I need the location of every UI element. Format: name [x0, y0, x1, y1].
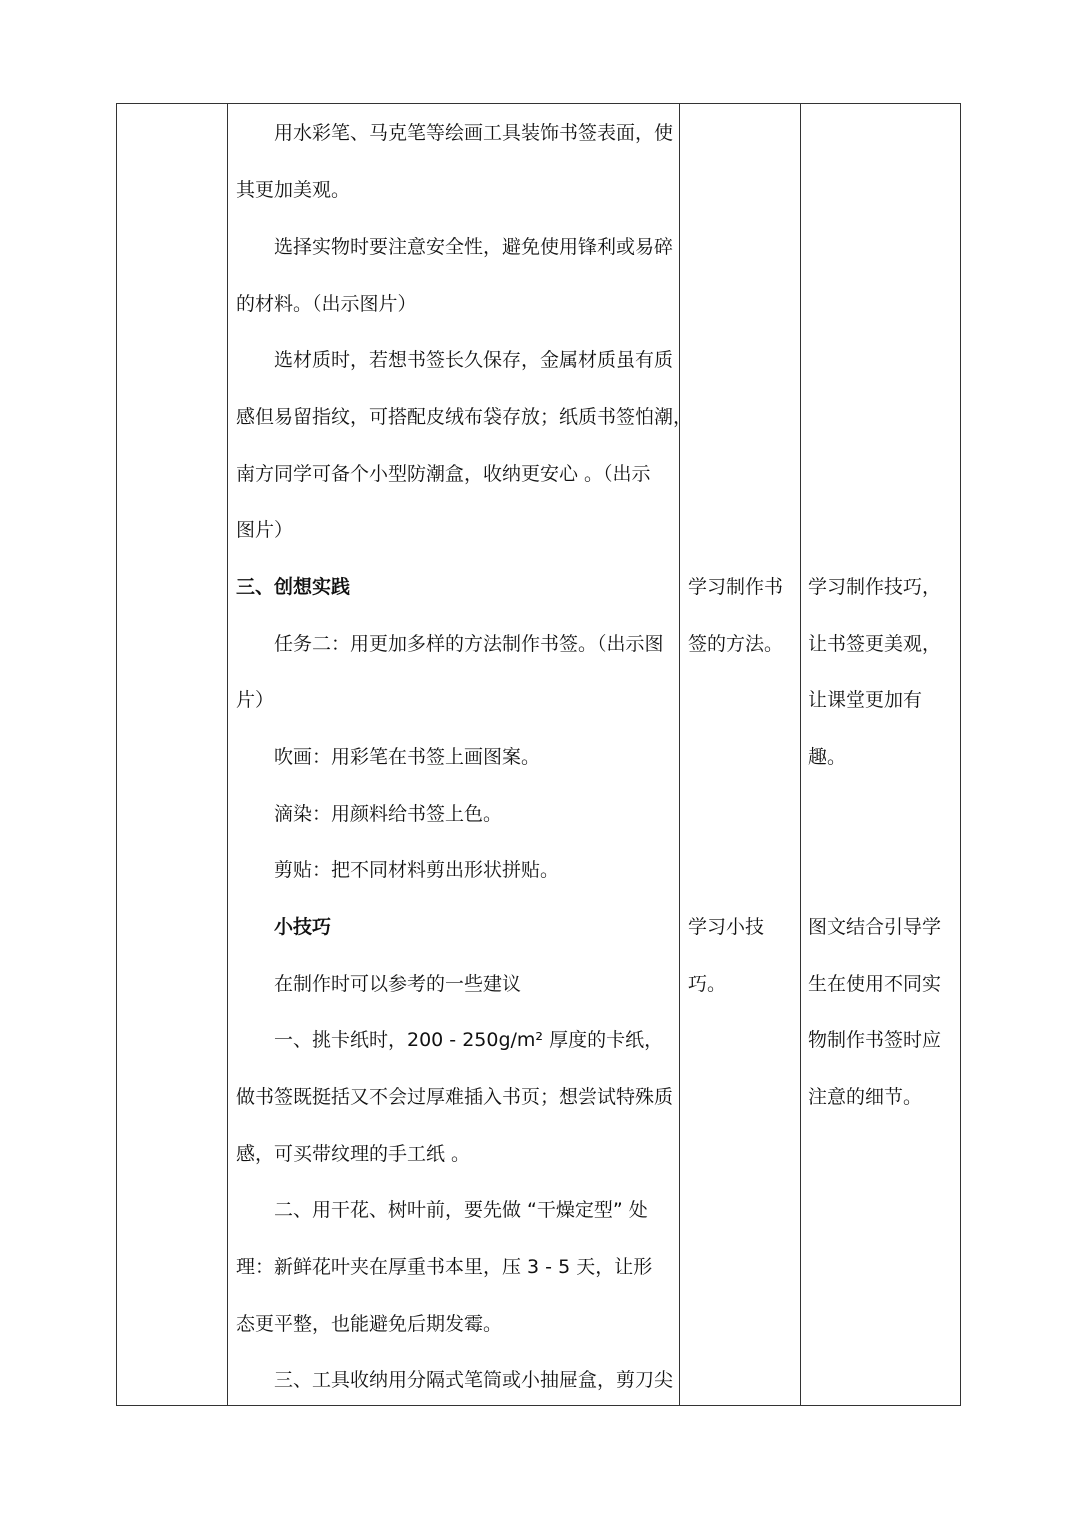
content-line: 其更加美观。 [236, 179, 351, 201]
content-line: 选材质时，若想书签长久保存，金属材质虽有质 [274, 349, 674, 371]
activity-line: 巧。 [688, 973, 727, 995]
activity-line: 签的方法。 [688, 633, 784, 655]
content-line: 一、挑卡纸时，200 - 250g/m² 厚度的卡纸， [274, 1029, 664, 1051]
content-line: 感，可买带纹理的手工纸 。 [236, 1143, 471, 1165]
tips-heading: 小技巧 [274, 916, 332, 938]
column-divider [800, 104, 801, 1405]
intent-line: 注意的细节。 [808, 1086, 923, 1108]
intent-line: 学习制作技巧， [808, 576, 942, 598]
column-divider [227, 104, 228, 1405]
content-line: 吹画：用彩笔在书签上画图案。 [274, 746, 541, 768]
content-line: 选择实物时要注意安全性，避免使用锋利或易碎 [274, 236, 674, 258]
content-line: 任务二：用更加多样的方法制作书签。（出示图 [274, 633, 664, 655]
intent-line: 生在使用不同实 [808, 973, 942, 995]
intent-line: 物制作书签时应 [808, 1029, 942, 1051]
section-heading: 三、创想实践 [236, 576, 351, 598]
content-line: 片） [236, 689, 275, 711]
intent-line: 趣。 [808, 746, 847, 768]
intent-line: 图文结合引导学 [808, 916, 942, 938]
content-line: 感但易留指纹，可搭配皮绒布袋存放；纸质书签怕潮， [236, 406, 693, 428]
content-line: 剪贴：把不同材料剪出形状拼贴。 [274, 859, 560, 881]
activity-line: 学习小技 [688, 916, 765, 938]
content-line: 图片） [236, 519, 294, 541]
content-line: 理：新鲜花叶夹在厚重书本里，压 3 - 5 天，让形 [236, 1256, 653, 1278]
content-line: 三、工具收纳用分隔式笔筒或小抽屉盒，剪刀尖 [274, 1369, 674, 1391]
content-line: 做书签既挺括又不会过厚难插入书页；想尝试特殊质 [236, 1086, 674, 1108]
intent-line: 让课堂更加有 [808, 689, 923, 711]
content-line: 的材料。（出示图片） [236, 293, 417, 315]
column-divider [679, 104, 680, 1405]
content-line: 南方同学可备个小型防潮盒，收纳更安心 。（出示 [236, 463, 651, 485]
content-line: 二、用干花、树叶前，要先做 “干燥定型” 处 [274, 1199, 648, 1221]
activity-line: 学习制作书 [688, 576, 784, 598]
content-line: 在制作时可以参考的一些建议 [274, 973, 522, 995]
content-line: 滴染：用颜料给书签上色。 [274, 803, 503, 825]
intent-line: 让书签更美观， [808, 633, 942, 655]
content-line: 态更平整，也能避免后期发霉。 [236, 1313, 503, 1335]
content-line: 用水彩笔、马克笔等绘画工具装饰书签表面，使 [274, 122, 674, 144]
